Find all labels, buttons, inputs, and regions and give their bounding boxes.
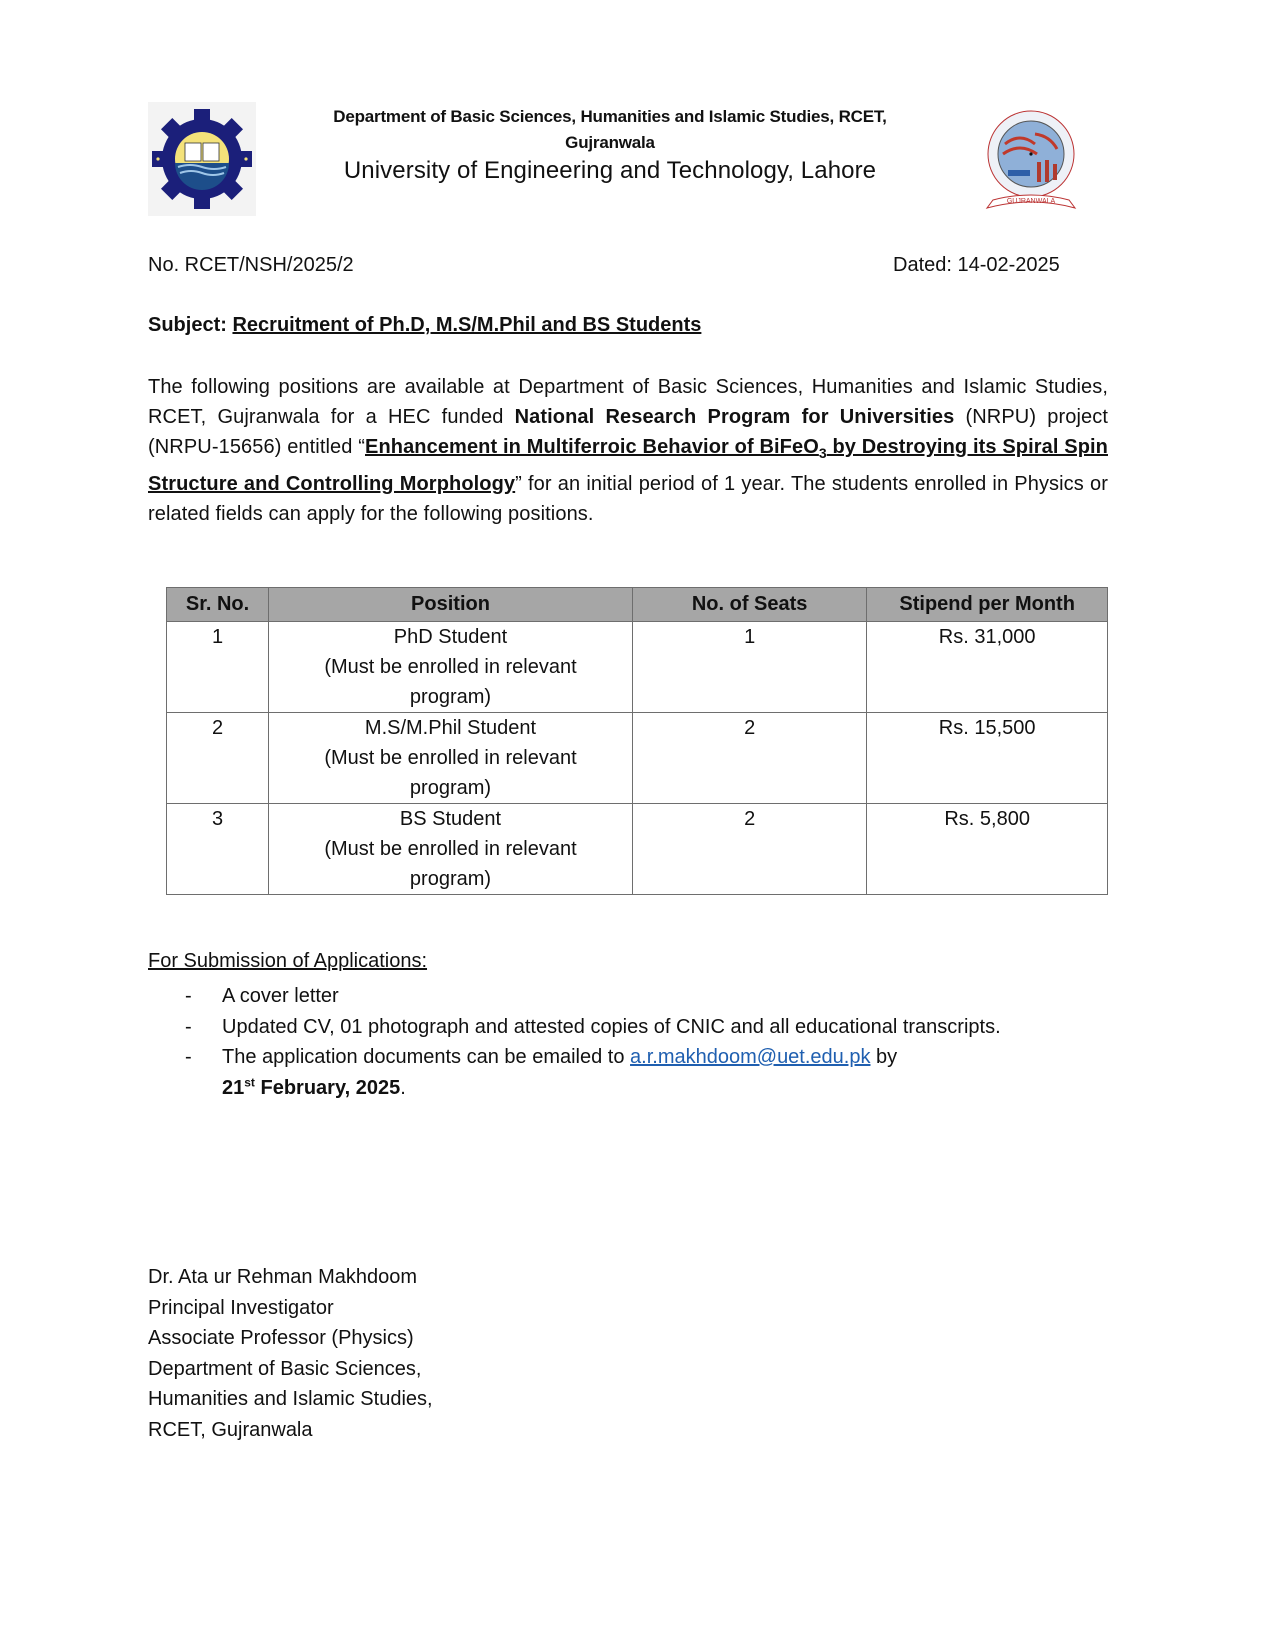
cell-stipend: Rs. 5,800 [867,804,1108,895]
submission-requirements-list [148,981,1001,1103]
college-emblem-icon [975,104,1090,219]
signatory-name: Dr. Ata ur Rehman Makhdoom [148,1266,418,1288]
university-title: University of Engineering and Technology, Lahore [343,157,877,184]
dash-bullet-icon: - [185,1046,192,1068]
col-header-sr: Sr. No. [167,588,269,622]
cell-stipend: Rs. 15,500 [867,713,1108,804]
para-text-1: The following positions are available at Department of Basic Sciences, Humanities and Islamic Studies, RCET, Gujranwala for a HEC funded [148,376,1108,429]
position-note: (Must be enrolled in relevant program) [324,747,577,799]
col-header-seats: No. of Seats [632,588,866,622]
cell-stipend: Rs. 31,000 [867,622,1108,713]
list-item-text: Updated CV, 01 photograph and attested copies of CNIC and all educational transcripts. [222,1015,1001,1038]
position-title: M.S/M.Phil Student [364,717,537,739]
para-text-2: (NRPU) project (NRPU-15656) entitled “ [148,406,1108,459]
dash-bullet-icon: - [185,1015,192,1038]
rachna-college-logo [975,104,1090,219]
cell-sr: 1 [167,622,269,713]
table-row [167,713,1108,804]
list-item-text: The application documents can be emailed to [222,1046,631,1068]
dash-bullet-icon: - [185,985,192,1007]
para-text-3: ” for an initial period of 1 year. The students enrolled in Physics or related fields can apply for the following positions. [148,472,1108,525]
department-line-2: Gujranwala [565,133,655,152]
by-text: by [870,1046,898,1068]
position-title: BS Student [399,808,502,830]
table-row [167,622,1108,713]
position-note: (Must be enrolled in relevant program) [324,838,577,890]
list-item [148,1042,1001,1103]
subject-text: Recruitment of Ph.D, M.S/M.Phil and BS Students [232,314,702,336]
email-link[interactable]: a.r.makhdoom@uet.edu.pk [630,1046,871,1068]
logo-ribbon-text: GUJRANWALA [1006,198,1056,205]
list-item [148,981,1001,1012]
uet-lahore-logo [148,102,256,216]
department-line-1: Department of Basic Sciences, Humanities and Islamic Studies, RCET, [333,107,887,126]
submission-heading: For Submission of Applications: [148,950,428,972]
reference-number: No. RCET/NSH/2025/2 [148,254,354,276]
signatory-location: RCET, Gujranwala [148,1418,313,1441]
deadline-day: 21 [222,1076,245,1099]
list-item [148,1012,1001,1043]
cell-sr: 2 [167,713,269,804]
signatory-role: Principal Investigator [148,1296,334,1319]
table-header-row [167,588,1108,622]
announcement-paragraph [148,372,1108,529]
project-title-b: by Destroying its Spiral Spin Structure and Controlling Morphology [148,436,1108,495]
subject-label: Subject: [148,314,227,336]
cell-seats: 2 [632,804,866,895]
deadline-ordinal: st [244,1074,255,1089]
deadline [222,1074,401,1099]
signatory-title: Associate Professor (Physics) [148,1327,414,1349]
project-title-subscript: 3 [818,445,827,462]
signatory-dept-2: Humanities and Islamic Studies, [148,1388,433,1410]
table-row [167,804,1108,895]
list-item-text: A cover letter [222,985,339,1007]
position-title: PhD Student [393,626,508,648]
positions-table [166,587,1108,895]
cell-sr: 3 [167,804,269,895]
col-header-stipend: Stipend per Month [867,588,1108,622]
deadline-period: . [400,1076,406,1099]
signatory-dept-1: Department of Basic Sciences, [148,1357,422,1380]
cell-seats: 2 [632,713,866,804]
signature-block [148,1262,433,1445]
subject-line [148,314,701,337]
cell-position [269,713,633,804]
cell-position [269,804,633,895]
deadline-month-year: February, 2025 [254,1076,401,1099]
project-title-a: Enhancement in Multiferroic Behavior of BiFeO [365,436,819,459]
position-note: (Must be enrolled in relevant program) [324,656,577,708]
gear-emblem-icon [148,102,256,216]
program-name: National Research Program for Universities [514,406,955,429]
cell-position [269,622,633,713]
document-date: Dated: 14-02-2025 [893,254,1060,276]
cell-seats: 1 [632,622,866,713]
department-heading [300,104,920,156]
col-header-position: Position [269,588,633,622]
